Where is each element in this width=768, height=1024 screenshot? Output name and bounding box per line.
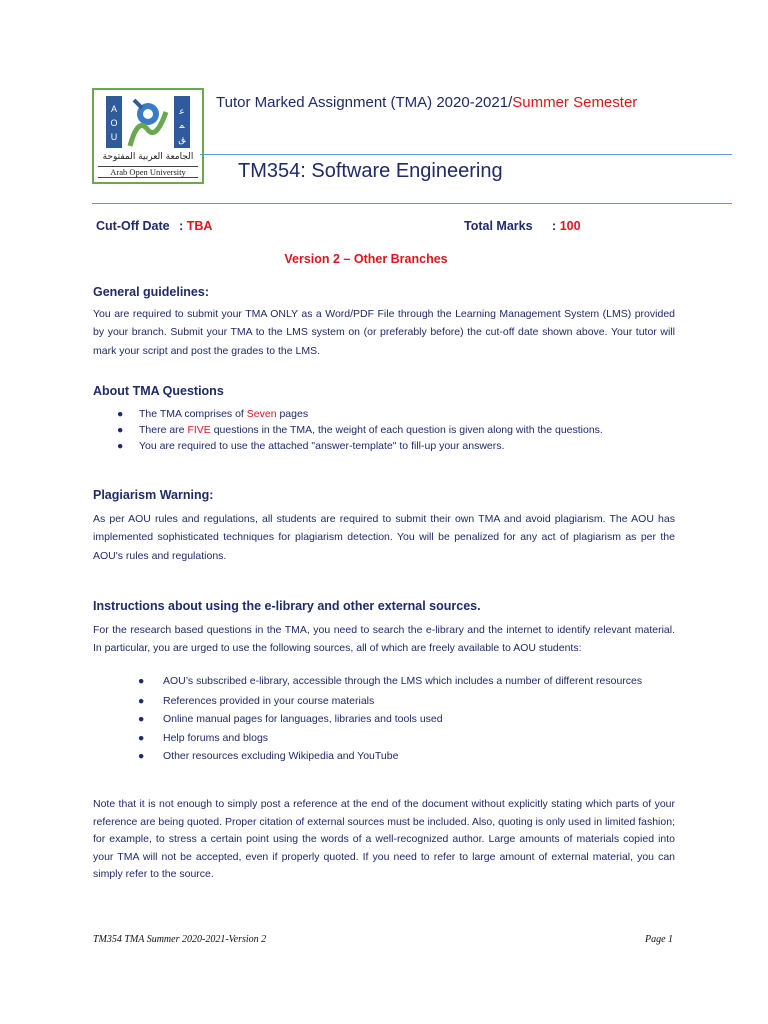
- source-item-4: Help forums and blogs: [163, 731, 269, 744]
- source-item-3: Online manual pages for languages, libraries and tools used: [163, 713, 443, 725]
- elibrary-heading: Instructions about using the e-library and other external sources.: [93, 599, 481, 613]
- source-item-5: Other resources excluding Wikipedia and YouTube: [163, 750, 399, 762]
- elibrary-intro: For the research based questions in the TMA, you need to search the e-library and the internet to identify relevant material. In particular, you are urged to use the following sources, all of which are freely available to AOU students:: [93, 624, 675, 655]
- logo-english-name: Arab Open University: [98, 166, 198, 178]
- list-item: [138, 673, 675, 691]
- cutoff-date: [96, 219, 212, 233]
- logo-right-letters: عمق: [178, 106, 186, 144]
- plagiarism-text: As per AOU rules and regulations, all students are required to submit their own TMA and avoid plagiarism. The AOU has implemented sophisticated techniques for plagiarism detection. You will be penalized for any act of plagiarism as per the AOU's rules and regulations.: [93, 513, 675, 562]
- about-item-2-pre: There are: [139, 424, 188, 436]
- about-item-1-pre: The TMA comprises of: [139, 408, 247, 420]
- general-guidelines-heading: General guidelines:: [93, 285, 210, 299]
- question-count: FIVE: [187, 424, 211, 436]
- general-guidelines-text: You are required to submit your TMA ONLY as a Word/PDF File through the Learning Management System (LMS) provided by your branch. Submit your TMA to the LMS system on (or preferably before) the cut-off date shown above. Your tutor will mark your script and post the grades to the LMS.: [93, 308, 675, 357]
- assignment-title-prefix: Tutor Marked Assignment (TMA) 2020-2021/: [216, 94, 513, 111]
- total-marks: [464, 219, 581, 233]
- source-item-1: AOU’s subscribed e-library, accessible through the LMS which includes a number of different resources: [163, 675, 643, 687]
- bullet-icon: ●: [117, 424, 124, 436]
- logo-left-letters: AOU: [110, 104, 118, 142]
- assignment-title: [216, 94, 637, 111]
- course-title: TM354: Software Engineering: [238, 160, 503, 182]
- bullet-icon: ●: [117, 440, 124, 452]
- header-rule-top: [200, 154, 732, 155]
- cutoff-value: TBA: [186, 219, 213, 233]
- list-item: [117, 438, 603, 454]
- page-number: Page 1: [645, 934, 674, 945]
- about-tma-list: [117, 406, 603, 454]
- bullet-icon: ●: [138, 694, 145, 707]
- bullet-icon: ●: [138, 675, 145, 687]
- list-item: [138, 729, 675, 748]
- about-item-2-post: questions in the TMA, the weight of each question is given along with the questions.: [210, 424, 603, 436]
- about-item-1-post: pages: [279, 408, 309, 420]
- footer-document-label: TM354 TMA Summer 2020-2021-Version 2: [93, 934, 267, 945]
- cutoff-label: Cut-Off Date: [96, 219, 170, 233]
- assignment-semester: Summer Semester: [512, 94, 638, 111]
- list-item: [117, 406, 603, 422]
- list-item: [138, 692, 675, 711]
- bullet-icon: ●: [138, 750, 145, 762]
- university-logo: [92, 88, 204, 184]
- marks-label: Total Marks: [464, 219, 533, 233]
- about-item-3: You are required to use the attached "answer-template" to fill-up your answers.: [139, 440, 505, 452]
- page-count: Seven: [246, 408, 277, 420]
- about-tma-heading: About TMA Questions: [93, 384, 224, 398]
- citation-note: Note that it is not enough to simply post a reference at the end of the document without explicitly stating which parts of your reference are being quoted. Proper citation of external sources must be included. Also, quoting is only used in limited fashion; for example, to stress a certain point using the words of a well-recognized author. Large amounts of materials copied into your TMA will not be accepted, even if properly quoted. If you need to refer to large amount of external material, you can simply refer to the source.: [93, 798, 675, 880]
- bullet-icon: ●: [117, 408, 124, 420]
- logo-arabic-name: الجامعة العربية المفتوحة: [102, 152, 194, 162]
- header-rule-bottom: [92, 203, 732, 204]
- list-item: [138, 747, 675, 766]
- plagiarism-heading: Plagiarism Warning:: [93, 488, 214, 502]
- list-item: [117, 422, 603, 438]
- marks-separator: :: [552, 219, 557, 233]
- version-label: Version 2 – Other Branches: [284, 252, 448, 266]
- marks-value: 100: [559, 219, 581, 233]
- list-item: [138, 710, 675, 729]
- elibrary-sources-list: [138, 673, 675, 766]
- bullet-icon: ●: [138, 731, 145, 744]
- source-item-2: References provided in your course materials: [163, 694, 375, 707]
- bullet-icon: ●: [138, 713, 145, 725]
- cutoff-separator: :: [179, 219, 184, 233]
